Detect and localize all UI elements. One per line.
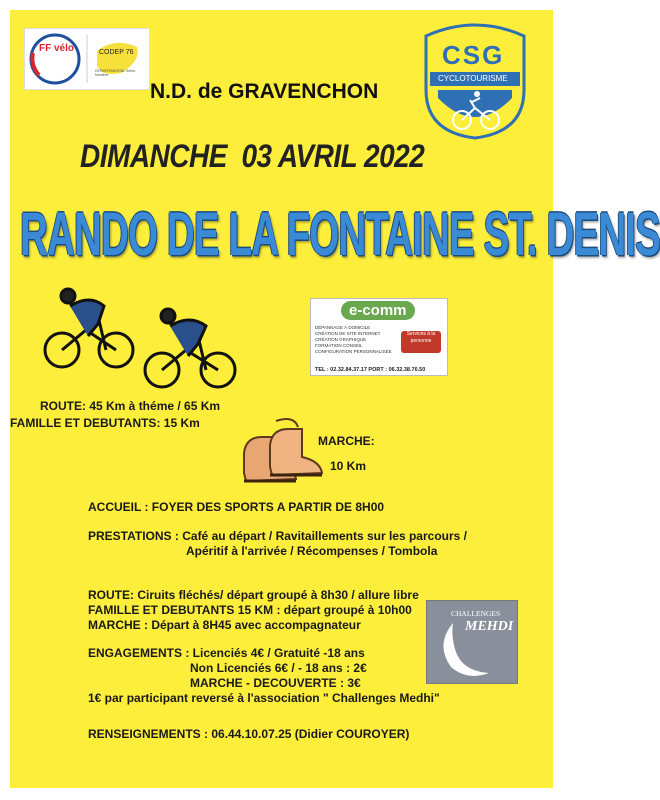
prestations-line-2: Apéritif à l'arrivée / Récompenses / Tombola [186, 544, 438, 558]
event-date: DIMANCHE 03 AVRIL 2022 [80, 138, 425, 174]
ffvelo-codep-logo [24, 28, 150, 90]
route-family-distance: FAMILLE ET DEBUTANTS: 15 Km [10, 416, 200, 430]
ecomm-services-list [315, 325, 392, 355]
ffvelo-icon [25, 29, 149, 89]
route-road-distance: ROUTE: 45 Km à théme / 65 Km [40, 399, 221, 413]
cyclist-left [45, 289, 133, 367]
walk-departure-line: MARCHE : Départ à 8H45 avec accompagnateur [88, 618, 361, 632]
ecomm-service-line: FORMATION CONSEIL [315, 343, 363, 348]
walk-distance: 10 Km [330, 459, 367, 473]
route-departure-line: ROUTE: Ciruits fléchés/ départ groupé à 8h30 / allure libre [88, 588, 419, 602]
ecomm-service-line: CRÉATION GRAPHIQUE [315, 337, 367, 342]
prestations-line-1: PRESTATIONS : Café au départ / Ravitaillements sur les parcours / [88, 529, 467, 543]
poster [10, 10, 660, 788]
challenges-name-line1: CHALLENGES [451, 609, 501, 618]
engagements-line-4: 1€ par participant reversé à l'association " Challenges Medhi" [88, 691, 440, 705]
ecomm-phones: TEL : 02.32.84.37.17 PORT : 06.32.38.76.50 [315, 367, 426, 373]
csg-logo [420, 20, 530, 140]
family-departure-line: FAMILLE ET DEBUTANTS 15 KM : départ groupé à 10h00 [88, 603, 412, 617]
engagements-line-1: ENGAGEMENTS : Licenciés 4€ / Gratuité -18 ans [88, 646, 365, 660]
event-title: RANDO DE LA FONTAINE ST. DENIS [20, 200, 660, 269]
challenges-name-line2: MEHDI [465, 619, 514, 634]
ecomm-logo: e-comm [341, 301, 415, 320]
csg-letters: CSG [442, 40, 505, 70]
organizer-title: N.D. de GRAVENCHON [150, 80, 379, 103]
ecomm-service-line: CRÉATION DE SITE INTERNET [315, 331, 381, 336]
ecomm-advertisement [310, 298, 448, 376]
cyclist-right [145, 309, 235, 387]
accueil-line: ACCUEIL : FOYER DES SPORTS A PARTIR DE 8H00 [88, 500, 385, 514]
walking-boots-icon [236, 415, 326, 493]
csg-subtitle: CYCLOTOURISME [438, 74, 508, 83]
engagements-line-2: Non Licenciés 6€ / - 18 ans : 2€ [190, 661, 367, 675]
renseignements-line: RENSEIGNEMENTS : 06.44.10.07.25 (Didier COUROYER) [88, 727, 410, 741]
engagements-line-3: MARCHE - DECOUVERTE : 3€ [190, 676, 361, 690]
ecomm-service-line: CONFIGURATION PERSONNALISÉE [315, 349, 392, 354]
ffvelo-text: FF vélo [39, 43, 75, 54]
challenges-mehdi-logo [426, 600, 518, 684]
codep-sub: DÉPARTEMENTAL Seine-Maritime [95, 69, 137, 77]
walk-label: MARCHE: [318, 434, 375, 448]
ecomm-service-line: DÉPANNAGE À DOMICILE [315, 325, 371, 330]
codep-text: CODEP 76 [99, 49, 134, 56]
cyclists-illustration [40, 276, 250, 396]
ecomm-badge: Services à la personne [401, 331, 441, 353]
